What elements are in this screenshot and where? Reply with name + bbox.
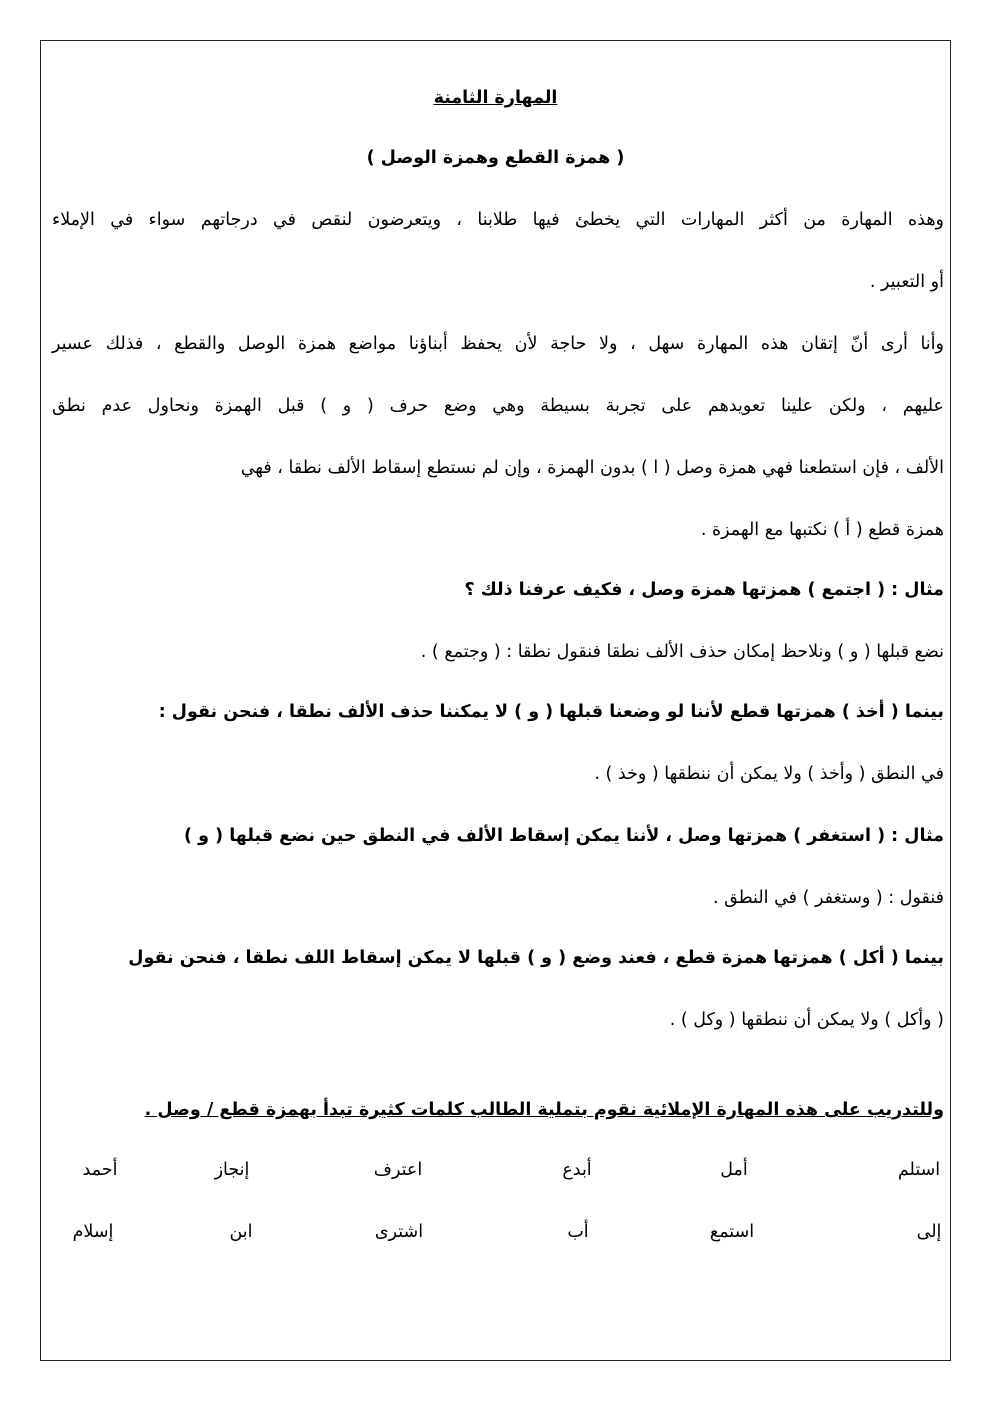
example-3-title: مثال : ( استغفر ) همزتها وصل ، لأننا يمكن إسقاط الألف في النطق حين نضع قبلها ( و ) [184, 826, 944, 846]
example-3-text: فنقول : ( وستغفر ) في النطق . [712, 888, 944, 908]
word-item: ابن [229, 1222, 253, 1242]
word-item: أحمد [82, 1160, 118, 1180]
example-4-title: بينما ( أكل ) همزتها همزة قطع ، فعند وضع ( و ) قبلها لا يمكن إسقاط اللف نطقا ، فنحن نقول [128, 948, 944, 968]
explanation-line-3: الألف ، فإن استطعنا فهي همزة وصل ( ا ) بدون الهمزة ، وإن لم نستطع إسقاط الألف نطقا ، فهي [240, 458, 944, 478]
intro-line-2: أو التعبير . [869, 272, 944, 292]
word-row-1 [40, 1157, 951, 1187]
example-2-text: في النطق ( وأخذ ) ولا يمكن أن ننطقها ( وخذ ) . [594, 764, 944, 784]
example-2-title: بينما ( أخذ ) همزتها قطع لأننا لو وضعنا قبلها ( و ) لا يمكننا حذف الألف نطقا ، فنحن نقول : [158, 702, 944, 722]
word-item: إنجاز [214, 1160, 250, 1180]
example-1-text: نضع قبلها ( و ) ونلاحظ إمكان حذف الألف نطقا فنقول نطقا : ( وجتمع ) . [420, 642, 944, 662]
word-item: اعترف [373, 1160, 423, 1180]
example-1-title: مثال : ( اجتمع ) همزتها همزة وصل ، فكيف عرفنا ذلك ؟ [464, 580, 944, 600]
example-4-text: ( وأكل ) ولا يمكن أن ننطقها ( وكل ) . [669, 1010, 944, 1030]
page-subtitle: ( همزة القطع وهمزة الوصل ) [366, 148, 625, 168]
word-row-2 [40, 1219, 951, 1249]
word-item: أب [567, 1222, 589, 1242]
document-page [40, 40, 951, 1361]
word-item: اشترى [374, 1222, 424, 1242]
word-item: استمع [709, 1222, 755, 1242]
explanation-line-2: عليهم ، ولكن علينا تعويدهم على تجربة بسيطة وهي وضع حرف ( و ) قبل الهمزة ونحاول عدم نطق [52, 396, 944, 416]
intro-line-1: وهذه المهارة من أكثر المهارات التي يخطئ فيها طلابنا ، ويتعرضون لنقص في درجاتهم سواء في الإملاء [52, 210, 944, 230]
training-title: وللتدريب على هذه المهارة الإملائية نقوم بتملية الطالب كلمات كثيرة تبدأ بهمزة قطع / وصل . [144, 1100, 944, 1120]
word-item: إلى [916, 1222, 942, 1242]
word-item: إسلام [72, 1222, 114, 1242]
word-item: استلم [897, 1160, 941, 1180]
word-item: أبدع [562, 1160, 592, 1180]
explanation-line-4: همزة قطع ( أ ) نكتبها مع الهمزة . [700, 520, 944, 540]
page-title: المهارة الثامنة [433, 88, 558, 108]
word-item: أمل [720, 1160, 748, 1180]
explanation-line-1: وأنا أرى أنّ إتقان هذه المهارة سهل ، ولا حاجة لأن يحفظ أبناؤنا مواضع همزة الوصل والقطع ، فذلك عسير [52, 334, 944, 354]
